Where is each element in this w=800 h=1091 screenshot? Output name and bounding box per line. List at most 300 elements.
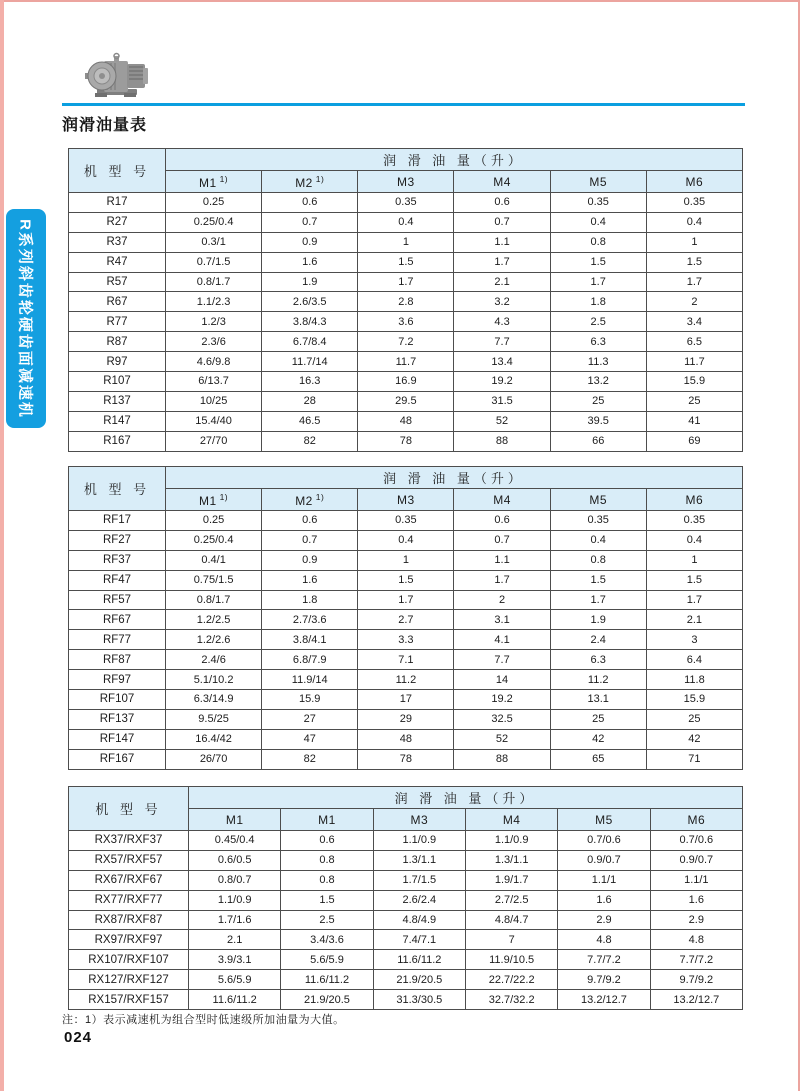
oil-quantity-cell: 1.9/1.7 (465, 870, 557, 890)
oil-quantity-group-header: 润 滑 油 量（升） (189, 787, 743, 809)
oil-quantity-cell: 3.4/3.6 (281, 930, 373, 950)
oil-quantity-cell: 82 (262, 749, 358, 769)
table-row (69, 372, 743, 392)
table-row (69, 650, 743, 670)
model-column-header: 机 型 号 (69, 467, 166, 511)
oil-table-rx-rxf-series (68, 786, 743, 1010)
oil-quantity-cell: 15.4/40 (166, 411, 262, 431)
model-cell: RF27 (69, 530, 166, 550)
table-body (69, 831, 743, 1010)
model-cell: RF67 (69, 610, 166, 630)
oil-quantity-cell: 1.5 (550, 252, 646, 272)
oil-quantity-cell: 0.7/0.6 (650, 831, 742, 851)
oil-quantity-cell: 17 (358, 690, 454, 710)
table-row (69, 870, 743, 890)
mount-position-header (281, 809, 373, 831)
oil-quantity-cell: 26/70 (166, 749, 262, 769)
oil-quantity-cell: 48 (358, 729, 454, 749)
table-row (69, 391, 743, 411)
model-cell: R67 (69, 292, 166, 312)
model-cell: RF77 (69, 630, 166, 650)
mount-position-label: M3 (397, 174, 415, 189)
oil-quantity-cell: 2.1 (646, 610, 742, 630)
table-row (69, 729, 743, 749)
oil-quantity-cell: 2.4 (550, 630, 646, 650)
oil-quantity-cell: 31.5 (454, 391, 550, 411)
oil-quantity-cell: 0.35 (358, 511, 454, 531)
oil-quantity-cell: 1.9 (262, 272, 358, 292)
oil-quantity-cell: 21.9/20.5 (373, 970, 465, 990)
oil-quantity-cell: 1.7/1.5 (373, 870, 465, 890)
mount-position-header (166, 171, 262, 193)
mount-position-label: M1 (225, 812, 244, 827)
oil-quantity-cell: 88 (454, 431, 550, 451)
model-cell: RX77/RXF77 (69, 890, 189, 910)
oil-quantity-cell: 7.1 (358, 650, 454, 670)
oil-quantity-cell: 0.7/0.6 (558, 831, 650, 851)
oil-quantity-cell: 32.5 (454, 709, 550, 729)
header-row-positions (69, 489, 743, 511)
oil-quantity-cell: 3.8/4.1 (262, 630, 358, 650)
mount-position-label: M4 (493, 174, 511, 189)
sidebar-series-label: R系列斜齿轮硬齿面减速机 (16, 218, 34, 419)
oil-quantity-cell: 1 (646, 550, 742, 570)
oil-quantity-cell: 11.2 (550, 670, 646, 690)
mount-position-header (358, 171, 454, 193)
oil-quantity-cell: 3.3 (358, 630, 454, 650)
oil-quantity-cell: 46.5 (262, 411, 358, 431)
oil-quantity-cell: 1.1 (454, 550, 550, 570)
mount-position-header (373, 809, 465, 831)
mount-position-header (189, 809, 281, 831)
oil-quantity-cell: 27/70 (166, 431, 262, 451)
oil-quantity-cell: 6.3 (550, 332, 646, 352)
oil-quantity-cell: 16.3 (262, 372, 358, 392)
model-cell: RF137 (69, 709, 166, 729)
mount-position-header (262, 489, 358, 511)
oil-quantity-cell: 1.5 (550, 570, 646, 590)
oil-quantity-cell: 0.4 (358, 212, 454, 232)
model-cell: R167 (69, 431, 166, 451)
table-header (69, 467, 743, 511)
table-row (69, 950, 743, 970)
oil-quantity-cell: 2.6/2.4 (373, 890, 465, 910)
oil-quantity-cell: 0.25/0.4 (166, 530, 262, 550)
oil-quantity-cell: 9.5/25 (166, 709, 262, 729)
oil-quantity-cell: 16.9 (358, 372, 454, 392)
table-row (69, 411, 743, 431)
table-row (69, 890, 743, 910)
oil-quantity-cell: 28 (262, 391, 358, 411)
oil-quantity-cell: 19.2 (454, 690, 550, 710)
oil-quantity-cell: 9.7/9.2 (650, 970, 742, 990)
oil-quantity-cell: 0.3/1 (166, 232, 262, 252)
oil-quantity-cell: 3.2 (454, 292, 550, 312)
oil-quantity-cell: 1.6 (650, 890, 742, 910)
oil-table-rf-series (68, 466, 743, 770)
oil-quantity-cell: 0.4 (646, 212, 742, 232)
oil-quantity-cell: 11.6/11.2 (189, 990, 281, 1010)
oil-quantity-cell: 3.4 (646, 312, 742, 332)
mount-position-header (646, 171, 742, 193)
table-row (69, 530, 743, 550)
oil-quantity-cell: 1.8 (262, 590, 358, 610)
model-cell: RF107 (69, 690, 166, 710)
oil-quantity-cell: 0.9/0.7 (558, 850, 650, 870)
oil-quantity-cell: 82 (262, 431, 358, 451)
oil-quantity-cell: 65 (550, 749, 646, 769)
oil-quantity-cell: 25 (646, 391, 742, 411)
oil-quantity-cell: 2.7/2.5 (465, 890, 557, 910)
sidebar-series-tab[interactable] (6, 209, 46, 428)
oil-quantity-cell: 13.4 (454, 352, 550, 372)
oil-quantity-cell: 39.5 (550, 411, 646, 431)
oil-quantity-cell: 11.7 (358, 352, 454, 372)
model-cell: RF167 (69, 749, 166, 769)
oil-quantity-cell: 1.7 (646, 272, 742, 292)
model-cell: RX127/RXF127 (69, 970, 189, 990)
oil-quantity-cell: 29 (358, 709, 454, 729)
oil-quantity-table (68, 466, 743, 770)
oil-quantity-cell: 0.4 (646, 530, 742, 550)
oil-quantity-cell: 0.45/0.4 (189, 831, 281, 851)
mount-position-label: M1 (318, 812, 336, 827)
oil-quantity-cell: 7.7 (454, 650, 550, 670)
table-row (69, 930, 743, 950)
oil-quantity-cell: 2.6/3.5 (262, 292, 358, 312)
oil-quantity-cell: 4.6/9.8 (166, 352, 262, 372)
oil-table-r-series (68, 148, 743, 452)
oil-quantity-cell: 1.5 (358, 252, 454, 272)
page-border-top (0, 0, 800, 2)
oil-quantity-cell: 1.7 (454, 570, 550, 590)
oil-quantity-cell: 6/13.7 (166, 372, 262, 392)
oil-quantity-cell: 0.8/1.7 (166, 272, 262, 292)
oil-quantity-cell: 15.9 (646, 690, 742, 710)
model-cell: R147 (69, 411, 166, 431)
header-row-group (69, 467, 743, 489)
oil-quantity-cell: 0.4 (550, 212, 646, 232)
model-cell: RX67/RXF67 (69, 870, 189, 890)
oil-quantity-cell: 1.8 (550, 292, 646, 312)
oil-quantity-cell: 11.7 (646, 352, 742, 372)
oil-quantity-cell: 11.3 (550, 352, 646, 372)
oil-quantity-cell: 7.4/7.1 (373, 930, 465, 950)
oil-quantity-cell: 1 (358, 550, 454, 570)
oil-quantity-cell: 2.9 (558, 910, 650, 930)
model-cell: R37 (69, 232, 166, 252)
model-cell: RF37 (69, 550, 166, 570)
oil-quantity-cell: 0.8 (281, 850, 373, 870)
oil-quantity-cell: 1 (646, 232, 742, 252)
mount-position-label: M6 (685, 492, 704, 507)
oil-quantity-cell: 0.35 (358, 193, 454, 213)
oil-quantity-cell: 0.9 (262, 550, 358, 570)
oil-quantity-cell: 1.5 (281, 890, 373, 910)
gear-motor-image (84, 52, 152, 104)
table-row (69, 511, 743, 531)
oil-quantity-cell: 0.6 (454, 193, 550, 213)
oil-quantity-cell: 1.3/1.1 (373, 850, 465, 870)
model-cell: RF17 (69, 511, 166, 531)
oil-quantity-cell: 52 (454, 411, 550, 431)
oil-quantity-cell: 5.6/5.9 (189, 970, 281, 990)
mount-position-header (646, 489, 742, 511)
mount-position-header (550, 171, 646, 193)
table-row (69, 590, 743, 610)
mount-position-label: M1 (199, 493, 217, 508)
oil-quantity-cell: 27 (262, 709, 358, 729)
oil-quantity-cell: 7.2 (358, 332, 454, 352)
oil-quantity-cell: 4.8 (558, 930, 650, 950)
oil-quantity-cell: 1.7 (550, 590, 646, 610)
mount-position-label: M2 (295, 493, 313, 508)
model-cell: R17 (69, 193, 166, 213)
table-row (69, 252, 743, 272)
oil-quantity-cell: 0.6/0.5 (189, 850, 281, 870)
oil-quantity-cell: 0.4 (358, 530, 454, 550)
oil-quantity-cell: 5.6/5.9 (281, 950, 373, 970)
oil-quantity-group-header: 润 滑 油 量（升） (166, 149, 743, 171)
table-row (69, 670, 743, 690)
mount-position-label: M5 (595, 812, 613, 827)
footnote: 注：1）表示减速机为组合型时低速级所加油量为大值。 (62, 1014, 345, 1026)
oil-quantity-cell: 13.2/12.7 (558, 990, 650, 1010)
oil-quantity-cell: 0.35 (646, 193, 742, 213)
table-body (69, 511, 743, 770)
oil-quantity-cell: 42 (646, 729, 742, 749)
model-cell: RX107/RXF107 (69, 950, 189, 970)
oil-quantity-cell: 11.8 (646, 670, 742, 690)
oil-quantity-cell: 1.5 (358, 570, 454, 590)
oil-quantity-cell: 1.7 (358, 590, 454, 610)
oil-quantity-cell: 32.7/32.2 (465, 990, 557, 1010)
oil-quantity-cell: 1.3/1.1 (465, 850, 557, 870)
model-cell: R137 (69, 391, 166, 411)
oil-quantity-cell: 2.5 (550, 312, 646, 332)
model-cell: RF97 (69, 670, 166, 690)
footnote-marker: 1) (312, 173, 325, 184)
oil-quantity-cell: 1.1 (454, 232, 550, 252)
oil-quantity-cell: 0.8 (550, 232, 646, 252)
oil-quantity-cell: 7.7/7.2 (558, 950, 650, 970)
oil-quantity-cell: 7.7 (454, 332, 550, 352)
page-border-left (0, 0, 4, 1091)
oil-quantity-cell: 0.8 (550, 550, 646, 570)
oil-quantity-cell: 31.3/30.5 (373, 990, 465, 1010)
footnote-marker: 1) (216, 491, 229, 502)
oil-quantity-cell: 0.25/0.4 (166, 212, 262, 232)
mount-position-header (550, 489, 646, 511)
oil-quantity-cell: 52 (454, 729, 550, 749)
table-row (69, 352, 743, 372)
header-row-group (69, 149, 743, 171)
oil-quantity-cell: 15.9 (262, 690, 358, 710)
mount-position-header (454, 171, 550, 193)
table-row (69, 630, 743, 650)
oil-quantity-cell: 1.6 (262, 252, 358, 272)
model-cell: R47 (69, 252, 166, 272)
oil-quantity-cell: 1.7 (646, 590, 742, 610)
oil-quantity-cell: 25 (646, 709, 742, 729)
oil-quantity-cell: 7 (465, 930, 557, 950)
table-row (69, 570, 743, 590)
oil-quantity-cell: 2.7/3.6 (262, 610, 358, 630)
table-row (69, 550, 743, 570)
page-number: 024 (64, 1029, 93, 1046)
oil-quantity-cell: 0.7/1.5 (166, 252, 262, 272)
model-cell: RX37/RXF37 (69, 831, 189, 851)
oil-quantity-cell: 15.9 (646, 372, 742, 392)
table-row (69, 910, 743, 930)
table-row (69, 212, 743, 232)
oil-quantity-cell: 6.4 (646, 650, 742, 670)
header-row-positions (69, 171, 743, 193)
oil-quantity-cell: 6.8/7.9 (262, 650, 358, 670)
table-header (69, 149, 743, 193)
table-row (69, 709, 743, 729)
table-row (69, 292, 743, 312)
model-cell: RF57 (69, 590, 166, 610)
model-cell: RX57/RXF57 (69, 850, 189, 870)
mount-position-label: M4 (493, 492, 511, 507)
oil-quantity-cell: 3.8/4.3 (262, 312, 358, 332)
model-cell: R107 (69, 372, 166, 392)
oil-quantity-cell: 48 (358, 411, 454, 431)
oil-quantity-cell: 1.7 (550, 272, 646, 292)
mount-position-header (454, 489, 550, 511)
model-cell: R27 (69, 212, 166, 232)
oil-quantity-cell: 25 (550, 391, 646, 411)
model-column-header: 机 型 号 (69, 149, 166, 193)
oil-quantity-cell: 1.1/0.9 (373, 831, 465, 851)
oil-quantity-cell: 88 (454, 749, 550, 769)
model-cell: R57 (69, 272, 166, 292)
oil-quantity-cell: 2.1 (454, 272, 550, 292)
oil-quantity-cell: 11.6/11.2 (373, 950, 465, 970)
oil-quantity-table (68, 786, 743, 1010)
mount-position-header (650, 809, 742, 831)
oil-quantity-cell: 2 (646, 292, 742, 312)
oil-quantity-cell: 41 (646, 411, 742, 431)
oil-quantity-cell: 0.25 (166, 193, 262, 213)
table-row (69, 232, 743, 252)
oil-quantity-cell: 3.1 (454, 610, 550, 630)
oil-quantity-cell: 6.5 (646, 332, 742, 352)
oil-quantity-cell: 0.9/0.7 (650, 850, 742, 870)
model-column-header: 机 型 号 (69, 787, 189, 831)
oil-quantity-cell: 1.2/2.6 (166, 630, 262, 650)
oil-quantity-cell: 0.35 (550, 511, 646, 531)
oil-quantity-cell: 11.7/14 (262, 352, 358, 372)
oil-quantity-cell: 11.9/10.5 (465, 950, 557, 970)
table-row (69, 431, 743, 451)
table-row (69, 850, 743, 870)
table-row (69, 610, 743, 630)
oil-quantity-cell: 3 (646, 630, 742, 650)
oil-quantity-cell: 5.1/10.2 (166, 670, 262, 690)
oil-quantity-cell: 6.3/14.9 (166, 690, 262, 710)
oil-quantity-cell: 6.7/8.4 (262, 332, 358, 352)
oil-quantity-cell: 0.8 (281, 870, 373, 890)
oil-quantity-cell: 0.35 (646, 511, 742, 531)
mount-position-label: M6 (687, 812, 706, 827)
oil-quantity-cell: 13.1 (550, 690, 646, 710)
oil-quantity-cell: 0.6 (262, 511, 358, 531)
oil-quantity-cell: 1.9 (550, 610, 646, 630)
oil-quantity-cell: 1.6 (262, 570, 358, 590)
oil-quantity-cell: 0.7 (454, 212, 550, 232)
oil-quantity-cell: 1.5 (646, 252, 742, 272)
mount-position-label: M6 (685, 174, 704, 189)
oil-quantity-cell: 0.6 (281, 831, 373, 851)
table-row (69, 272, 743, 292)
oil-quantity-cell: 13.2/12.7 (650, 990, 742, 1010)
oil-quantity-cell: 2.4/6 (166, 650, 262, 670)
mount-position-label: M1 (199, 175, 217, 190)
oil-quantity-cell: 4.8 (650, 930, 742, 950)
oil-quantity-cell: 0.7 (454, 530, 550, 550)
table-header (69, 787, 743, 831)
oil-quantity-cell: 1.1/2.3 (166, 292, 262, 312)
table-row (69, 831, 743, 851)
oil-quantity-cell: 16.4/42 (166, 729, 262, 749)
model-cell: R87 (69, 332, 166, 352)
oil-quantity-cell: 2.5 (281, 910, 373, 930)
table-row (69, 332, 743, 352)
table-row (69, 690, 743, 710)
mount-position-label: M2 (295, 175, 313, 190)
oil-quantity-cell: 0.9 (262, 232, 358, 252)
table-row (69, 312, 743, 332)
oil-quantity-cell: 0.75/1.5 (166, 570, 262, 590)
model-cell: R97 (69, 352, 166, 372)
table-row (69, 193, 743, 213)
oil-quantity-cell: 3.6 (358, 312, 454, 332)
mount-position-header (558, 809, 650, 831)
oil-quantity-cell: 0.6 (454, 511, 550, 531)
oil-quantity-cell: 1.6 (558, 890, 650, 910)
oil-quantity-cell: 10/25 (166, 391, 262, 411)
mount-position-label: M3 (397, 492, 415, 507)
mount-position-header (358, 489, 454, 511)
oil-quantity-cell: 1.7/1.6 (189, 910, 281, 930)
oil-quantity-cell: 78 (358, 431, 454, 451)
oil-quantity-cell: 66 (550, 431, 646, 451)
mount-position-header (465, 809, 557, 831)
model-cell: RX87/RXF87 (69, 910, 189, 930)
oil-quantity-cell: 42 (550, 729, 646, 749)
model-cell: RF147 (69, 729, 166, 749)
oil-quantity-cell: 2.1 (189, 930, 281, 950)
oil-quantity-cell: 2.8 (358, 292, 454, 312)
oil-quantity-cell: 25 (550, 709, 646, 729)
table-body (69, 193, 743, 452)
oil-quantity-cell: 3.9/3.1 (189, 950, 281, 970)
oil-quantity-cell: 2.3/6 (166, 332, 262, 352)
oil-quantity-cell: 1.1/1 (558, 870, 650, 890)
oil-quantity-cell: 4.1 (454, 630, 550, 650)
oil-quantity-cell: 1.1/0.9 (189, 890, 281, 910)
oil-quantity-cell: 69 (646, 431, 742, 451)
model-cell: RF87 (69, 650, 166, 670)
oil-quantity-cell: 0.4 (550, 530, 646, 550)
oil-quantity-cell: 4.3 (454, 312, 550, 332)
oil-quantity-cell: 13.2 (550, 372, 646, 392)
oil-quantity-cell: 1.2/2.5 (166, 610, 262, 630)
oil-quantity-cell: 9.7/9.2 (558, 970, 650, 990)
oil-quantity-cell: 47 (262, 729, 358, 749)
